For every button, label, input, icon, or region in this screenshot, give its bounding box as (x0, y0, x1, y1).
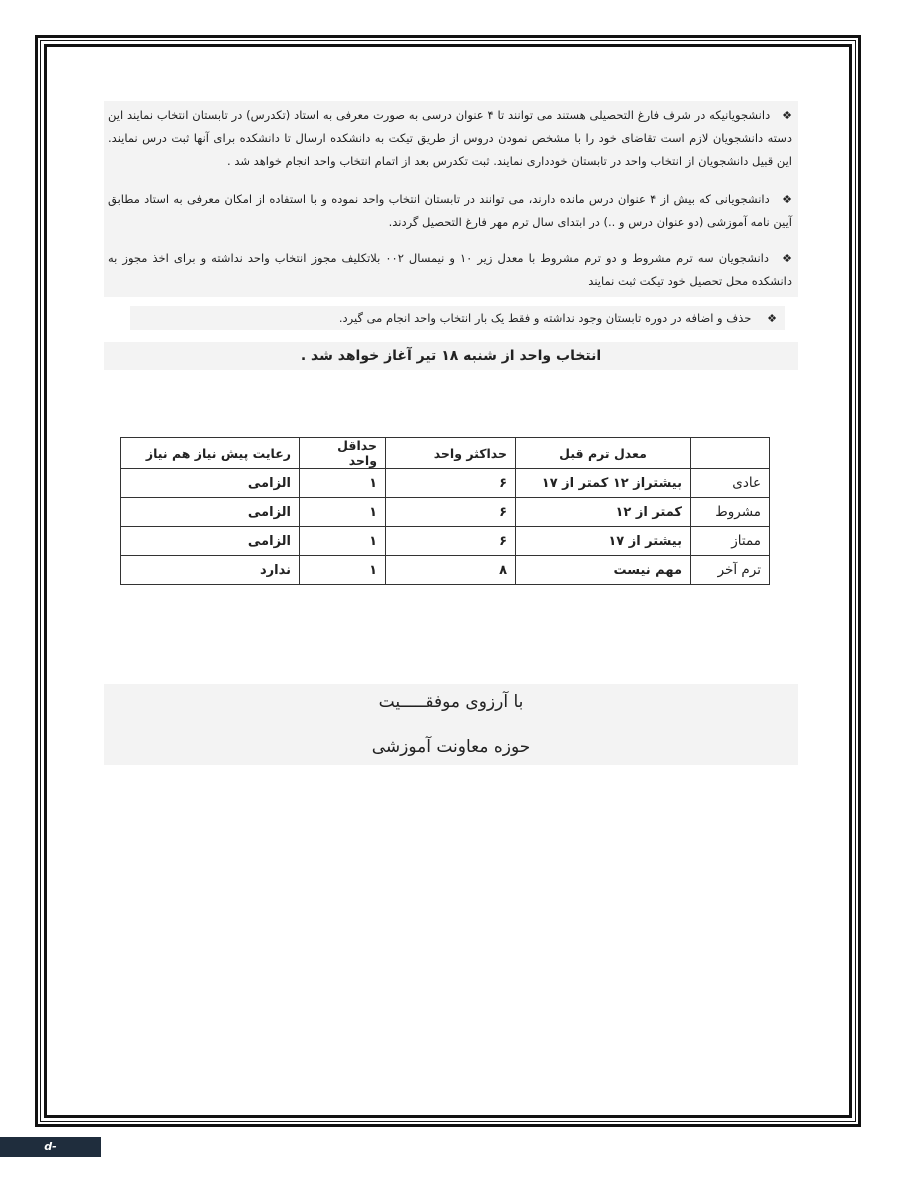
cell-min-units: ۱ (300, 556, 386, 585)
cell-prerequisite: الزامی (121, 527, 300, 556)
cell-student-type: مشروط (691, 498, 770, 527)
cell-student-type: ترم آخر (691, 556, 770, 585)
closing-signature: حوزه معاونت آموزشی (371, 737, 531, 757)
cell-student-type: ممتاز (691, 527, 770, 556)
cell-min-units: ۱ (300, 498, 386, 527)
cell-gpa: مهم نیست (516, 556, 691, 585)
cell-min-units: ۱ (300, 469, 386, 498)
header-prerequisite: رعایت پیش نیاز هم نیاز (121, 438, 300, 469)
unit-limits-table (120, 437, 770, 585)
cell-prerequisite: الزامی (121, 498, 300, 527)
cell-gpa: بیشتراز ۱۲ کمتر از ۱۷ (516, 469, 691, 498)
diamond-bullet-icon: ❖ (767, 312, 777, 325)
bullet-text: دانشجویانی که بیش از ۴ عنوان درس مانده دارند، می توانند در تابستان انتخاب واحد نموده و با استفاده از امکان معرفی به استاد مطابق آیین نامه آموزشی (دو عنوان درس و ..) در ابتدای سال ترم مهر فارغ التحصیل گردند. (108, 192, 792, 229)
bullet-item (108, 188, 792, 234)
bullet-text: دانشجویانیکه در شرف فارغ التحصیلی هستند می توانند تا ۴ عنوان درسی به صورت معرفی به استاد (تکدرس) در تابستان انتخاب نمایند این دسته دانشجویان لازم است تقاضای خود را با مشخص نمودن دروس از طریق تیکت به دانشکده ارسال تا دانشکده برای آنها ثبت درس نمایند. این قبیل دانشجویان از انتخاب واحد در تابستان خودداری نمایند. ثبت تکدرس بعد از اتمام انتخاب واحد انجام خواهد شد . (108, 108, 792, 168)
header-max-units: حداکثر واحد (386, 438, 516, 469)
closing-wish: با آرزوی موفقـــــیت (378, 692, 524, 712)
table-row (121, 556, 770, 585)
table-row (121, 498, 770, 527)
cell-min-units: ۱ (300, 527, 386, 556)
table-header-row (121, 438, 770, 469)
header-student-type (691, 438, 770, 469)
diamond-bullet-icon: ❖ (782, 193, 792, 206)
cell-prerequisite: ندارد (121, 556, 300, 585)
cell-prerequisite: الزامی (121, 469, 300, 498)
cell-max-units: ۶ (386, 469, 516, 498)
bullet-item (108, 104, 792, 173)
bullet-list (104, 101, 798, 297)
cell-max-units: ۶ (386, 527, 516, 556)
header-previous-gpa: معدل ترم قبل (516, 438, 691, 469)
closing-block (104, 684, 798, 765)
table-row (121, 527, 770, 556)
site-watermark: d-babol.nus.ac.ir (0, 1137, 101, 1157)
diamond-bullet-icon: ❖ (782, 252, 793, 265)
header-min-units: حداقل واحد (300, 438, 386, 469)
bullet-text: دانشجویان سه ترم مشروط و دو ترم مشروط با معدل زیر ۱۰ و نیمسال ۰۰۲ بلاتکلیف مجوز انتخاب واحد نداشته و برای اخذ مجوز به دانشکده محل تحصیل خود تیکت ثبت نمایند (108, 251, 792, 288)
note-text: حذف و اضافه در دوره تابستان وجود نداشته و فقط یک بار انتخاب واحد انجام می گیرد. (338, 311, 752, 325)
diamond-bullet-icon: ❖ (782, 109, 793, 122)
cell-max-units: ۸ (386, 556, 516, 585)
registration-start-heading: انتخاب واحد از شنبه ۱۸ تیر آغاز خواهد شد . (104, 342, 798, 370)
cell-student-type: عادی (691, 469, 770, 498)
table-row (121, 469, 770, 498)
cell-gpa: کمتر از ۱۲ (516, 498, 691, 527)
add-drop-note (130, 306, 785, 330)
bullet-item (108, 247, 792, 293)
cell-max-units: ۶ (386, 498, 516, 527)
cell-gpa: بیشتر از ۱۷ (516, 527, 691, 556)
